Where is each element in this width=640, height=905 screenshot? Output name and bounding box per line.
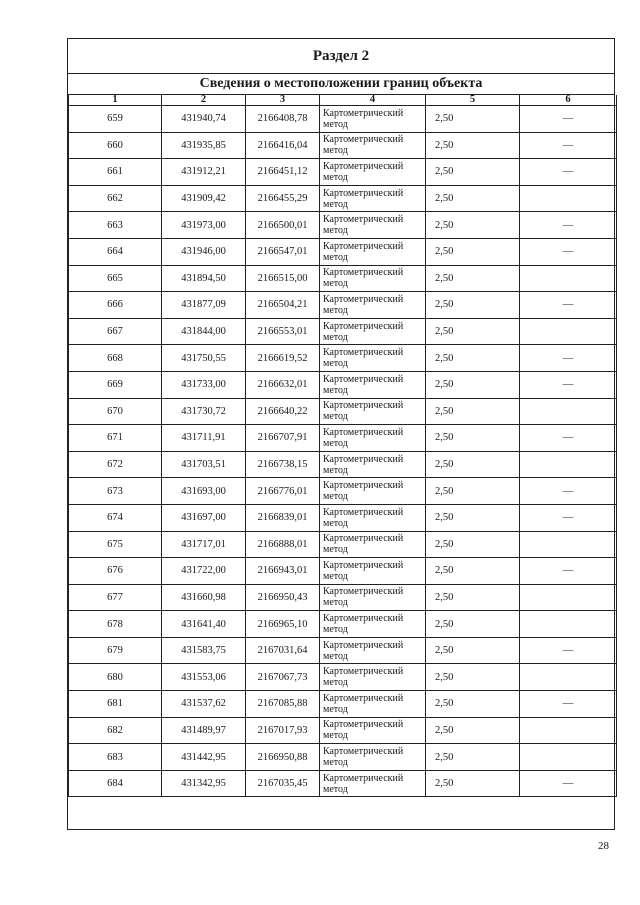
table-row <box>69 345 617 372</box>
description-cell <box>520 744 617 771</box>
table-row <box>69 744 617 771</box>
table-body <box>69 106 617 797</box>
table-row <box>69 770 617 797</box>
method-cell: Картометрический метод <box>320 292 426 319</box>
description-cell: — <box>520 132 617 159</box>
y-coordinate-cell: 2166888,01 <box>246 531 320 558</box>
page-number: 28 <box>598 840 609 852</box>
y-coordinate-cell: 2166943,01 <box>246 558 320 585</box>
precision-cell: 2,50 <box>426 265 520 292</box>
table-row <box>69 238 617 265</box>
x-coordinate-cell: 431711,91 <box>162 425 246 452</box>
method-cell: Картометрический метод <box>320 212 426 239</box>
precision-cell: 2,50 <box>426 318 520 345</box>
point-number-cell: 668 <box>69 345 162 372</box>
method-cell: Картометрический метод <box>320 770 426 797</box>
point-number-cell: 673 <box>69 478 162 505</box>
table-row <box>69 584 617 611</box>
y-coordinate-cell: 2166776,01 <box>246 478 320 505</box>
y-coordinate-cell: 2167031,64 <box>246 637 320 664</box>
document-frame <box>67 38 615 830</box>
description-cell: — <box>520 292 617 319</box>
point-number-cell: 669 <box>69 371 162 398</box>
precision-cell: 2,50 <box>426 744 520 771</box>
x-coordinate-cell: 431935,85 <box>162 132 246 159</box>
x-coordinate-cell: 431894,50 <box>162 265 246 292</box>
point-number-cell: 674 <box>69 504 162 531</box>
method-cell: Картометрический метод <box>320 371 426 398</box>
table-row <box>69 106 617 133</box>
description-cell: — <box>520 770 617 797</box>
point-number-cell: 679 <box>69 637 162 664</box>
y-coordinate-cell: 2166553,01 <box>246 318 320 345</box>
x-coordinate-cell: 431660,98 <box>162 584 246 611</box>
point-number-cell: 680 <box>69 664 162 691</box>
precision-cell: 2,50 <box>426 664 520 691</box>
x-coordinate-cell: 431693,00 <box>162 478 246 505</box>
y-coordinate-cell: 2166950,43 <box>246 584 320 611</box>
precision-cell: 2,50 <box>426 185 520 212</box>
method-cell: Картометрический метод <box>320 185 426 212</box>
y-coordinate-cell: 2167035,45 <box>246 770 320 797</box>
precision-cell: 2,50 <box>426 611 520 638</box>
precision-cell: 2,50 <box>426 531 520 558</box>
x-coordinate-cell: 431722,00 <box>162 558 246 585</box>
y-coordinate-cell: 2166408,78 <box>246 106 320 133</box>
precision-cell: 2,50 <box>426 558 520 585</box>
method-cell: Картометрический метод <box>320 691 426 718</box>
method-cell: Картометрический метод <box>320 664 426 691</box>
table-row <box>69 265 617 292</box>
description-cell: — <box>520 425 617 452</box>
method-cell: Картометрический метод <box>320 159 426 186</box>
x-coordinate-cell: 431641,40 <box>162 611 246 638</box>
precision-cell: 2,50 <box>426 371 520 398</box>
y-coordinate-cell: 2166619,52 <box>246 345 320 372</box>
table-row <box>69 292 617 319</box>
point-number-cell: 677 <box>69 584 162 611</box>
description-cell: — <box>520 345 617 372</box>
description-cell: — <box>520 504 617 531</box>
x-coordinate-cell: 431583,75 <box>162 637 246 664</box>
point-number-cell: 670 <box>69 398 162 425</box>
column-header: 6 <box>520 95 617 106</box>
y-coordinate-cell: 2166950,88 <box>246 744 320 771</box>
point-number-cell: 667 <box>69 318 162 345</box>
table-row <box>69 159 617 186</box>
x-coordinate-cell: 431717,01 <box>162 531 246 558</box>
precision-cell: 2,50 <box>426 504 520 531</box>
precision-cell: 2,50 <box>426 691 520 718</box>
description-cell: — <box>520 371 617 398</box>
point-number-cell: 683 <box>69 744 162 771</box>
y-coordinate-cell: 2166707,91 <box>246 425 320 452</box>
column-header: 5 <box>426 95 520 106</box>
x-coordinate-cell: 431973,00 <box>162 212 246 239</box>
description-cell: — <box>520 238 617 265</box>
method-cell: Картометрический метод <box>320 318 426 345</box>
y-coordinate-cell: 2166965,10 <box>246 611 320 638</box>
description-cell: — <box>520 478 617 505</box>
point-number-cell: 676 <box>69 558 162 585</box>
point-number-cell: 659 <box>69 106 162 133</box>
method-cell: Картометрический метод <box>320 584 426 611</box>
description-cell <box>520 318 617 345</box>
x-coordinate-cell: 431940,74 <box>162 106 246 133</box>
x-coordinate-cell: 431909,42 <box>162 185 246 212</box>
y-coordinate-cell: 2166640,22 <box>246 398 320 425</box>
description-cell: — <box>520 558 617 585</box>
method-cell: Картометрический метод <box>320 106 426 133</box>
precision-cell: 2,50 <box>426 132 520 159</box>
method-cell: Картометрический метод <box>320 265 426 292</box>
column-number-row <box>69 95 617 106</box>
point-number-cell: 660 <box>69 132 162 159</box>
description-cell <box>520 265 617 292</box>
column-header: 1 <box>69 95 162 106</box>
method-cell: Картометрический метод <box>320 637 426 664</box>
table-row <box>69 425 617 452</box>
y-coordinate-cell: 2166455,29 <box>246 185 320 212</box>
table-row <box>69 611 617 638</box>
method-cell: Картометрический метод <box>320 611 426 638</box>
table-row <box>69 504 617 531</box>
description-cell: — <box>520 212 617 239</box>
table-row <box>69 637 617 664</box>
x-coordinate-cell: 431442,95 <box>162 744 246 771</box>
description-cell <box>520 531 617 558</box>
table-row <box>69 185 617 212</box>
y-coordinate-cell: 2166547,01 <box>246 238 320 265</box>
x-coordinate-cell: 431877,09 <box>162 292 246 319</box>
x-coordinate-cell: 431703,51 <box>162 451 246 478</box>
description-cell <box>520 451 617 478</box>
method-cell: Картометрический метод <box>320 345 426 372</box>
table-row <box>69 451 617 478</box>
description-cell: — <box>520 637 617 664</box>
x-coordinate-cell: 431912,21 <box>162 159 246 186</box>
x-coordinate-cell: 431750,55 <box>162 345 246 372</box>
y-coordinate-cell: 2166839,01 <box>246 504 320 531</box>
table-row <box>69 132 617 159</box>
method-cell: Картометрический метод <box>320 717 426 744</box>
y-coordinate-cell: 2166500,01 <box>246 212 320 239</box>
point-number-cell: 664 <box>69 238 162 265</box>
method-cell: Картометрический метод <box>320 744 426 771</box>
table-row <box>69 558 617 585</box>
method-cell: Картометрический метод <box>320 558 426 585</box>
description-cell <box>520 584 617 611</box>
y-coordinate-cell: 2167067,73 <box>246 664 320 691</box>
x-coordinate-cell: 431537,62 <box>162 691 246 718</box>
description-cell: — <box>520 691 617 718</box>
description-cell <box>520 185 617 212</box>
method-cell: Картометрический метод <box>320 531 426 558</box>
method-cell: Картометрический метод <box>320 425 426 452</box>
point-number-cell: 665 <box>69 265 162 292</box>
y-coordinate-cell: 2166738,15 <box>246 451 320 478</box>
boundary-coordinates-table <box>68 95 617 797</box>
column-header: 2 <box>162 95 246 106</box>
precision-cell: 2,50 <box>426 425 520 452</box>
section-subtitle: Сведения о местоположении границ объекта <box>68 74 614 95</box>
point-number-cell: 675 <box>69 531 162 558</box>
precision-cell: 2,50 <box>426 770 520 797</box>
description-cell <box>520 611 617 638</box>
point-number-cell: 671 <box>69 425 162 452</box>
method-cell: Картометрический метод <box>320 478 426 505</box>
table-row <box>69 318 617 345</box>
y-coordinate-cell: 2166515,00 <box>246 265 320 292</box>
precision-cell: 2,50 <box>426 584 520 611</box>
precision-cell: 2,50 <box>426 238 520 265</box>
description-cell: — <box>520 159 617 186</box>
point-number-cell: 672 <box>69 451 162 478</box>
point-number-cell: 663 <box>69 212 162 239</box>
precision-cell: 2,50 <box>426 478 520 505</box>
y-coordinate-cell: 2167017,93 <box>246 717 320 744</box>
x-coordinate-cell: 431946,00 <box>162 238 246 265</box>
y-coordinate-cell: 2167085,88 <box>246 691 320 718</box>
table-row <box>69 212 617 239</box>
description-cell <box>520 398 617 425</box>
table-row <box>69 398 617 425</box>
section-title: Раздел 2 <box>68 39 614 74</box>
y-coordinate-cell: 2166504,21 <box>246 292 320 319</box>
method-cell: Картометрический метод <box>320 504 426 531</box>
column-header: 3 <box>246 95 320 106</box>
method-cell: Картометрический метод <box>320 238 426 265</box>
method-cell: Картометрический метод <box>320 132 426 159</box>
table-row <box>69 691 617 718</box>
method-cell: Картометрический метод <box>320 398 426 425</box>
x-coordinate-cell: 431733,00 <box>162 371 246 398</box>
method-cell: Картометрический метод <box>320 451 426 478</box>
point-number-cell: 682 <box>69 717 162 744</box>
x-coordinate-cell: 431489,97 <box>162 717 246 744</box>
description-cell <box>520 717 617 744</box>
table-row <box>69 717 617 744</box>
point-number-cell: 684 <box>69 770 162 797</box>
table-row <box>69 371 617 398</box>
precision-cell: 2,50 <box>426 106 520 133</box>
x-coordinate-cell: 431553,06 <box>162 664 246 691</box>
precision-cell: 2,50 <box>426 345 520 372</box>
precision-cell: 2,50 <box>426 717 520 744</box>
precision-cell: 2,50 <box>426 212 520 239</box>
table-row <box>69 531 617 558</box>
point-number-cell: 666 <box>69 292 162 319</box>
y-coordinate-cell: 2166416,04 <box>246 132 320 159</box>
description-cell: — <box>520 106 617 133</box>
precision-cell: 2,50 <box>426 159 520 186</box>
x-coordinate-cell: 431342,95 <box>162 770 246 797</box>
precision-cell: 2,50 <box>426 292 520 319</box>
description-cell <box>520 664 617 691</box>
precision-cell: 2,50 <box>426 398 520 425</box>
x-coordinate-cell: 431844,00 <box>162 318 246 345</box>
table-row <box>69 664 617 691</box>
point-number-cell: 661 <box>69 159 162 186</box>
x-coordinate-cell: 431730,72 <box>162 398 246 425</box>
column-header: 4 <box>320 95 426 106</box>
table-row <box>69 478 617 505</box>
precision-cell: 2,50 <box>426 451 520 478</box>
precision-cell: 2,50 <box>426 637 520 664</box>
y-coordinate-cell: 2166632,01 <box>246 371 320 398</box>
point-number-cell: 678 <box>69 611 162 638</box>
y-coordinate-cell: 2166451,12 <box>246 159 320 186</box>
x-coordinate-cell: 431697,00 <box>162 504 246 531</box>
point-number-cell: 662 <box>69 185 162 212</box>
point-number-cell: 681 <box>69 691 162 718</box>
